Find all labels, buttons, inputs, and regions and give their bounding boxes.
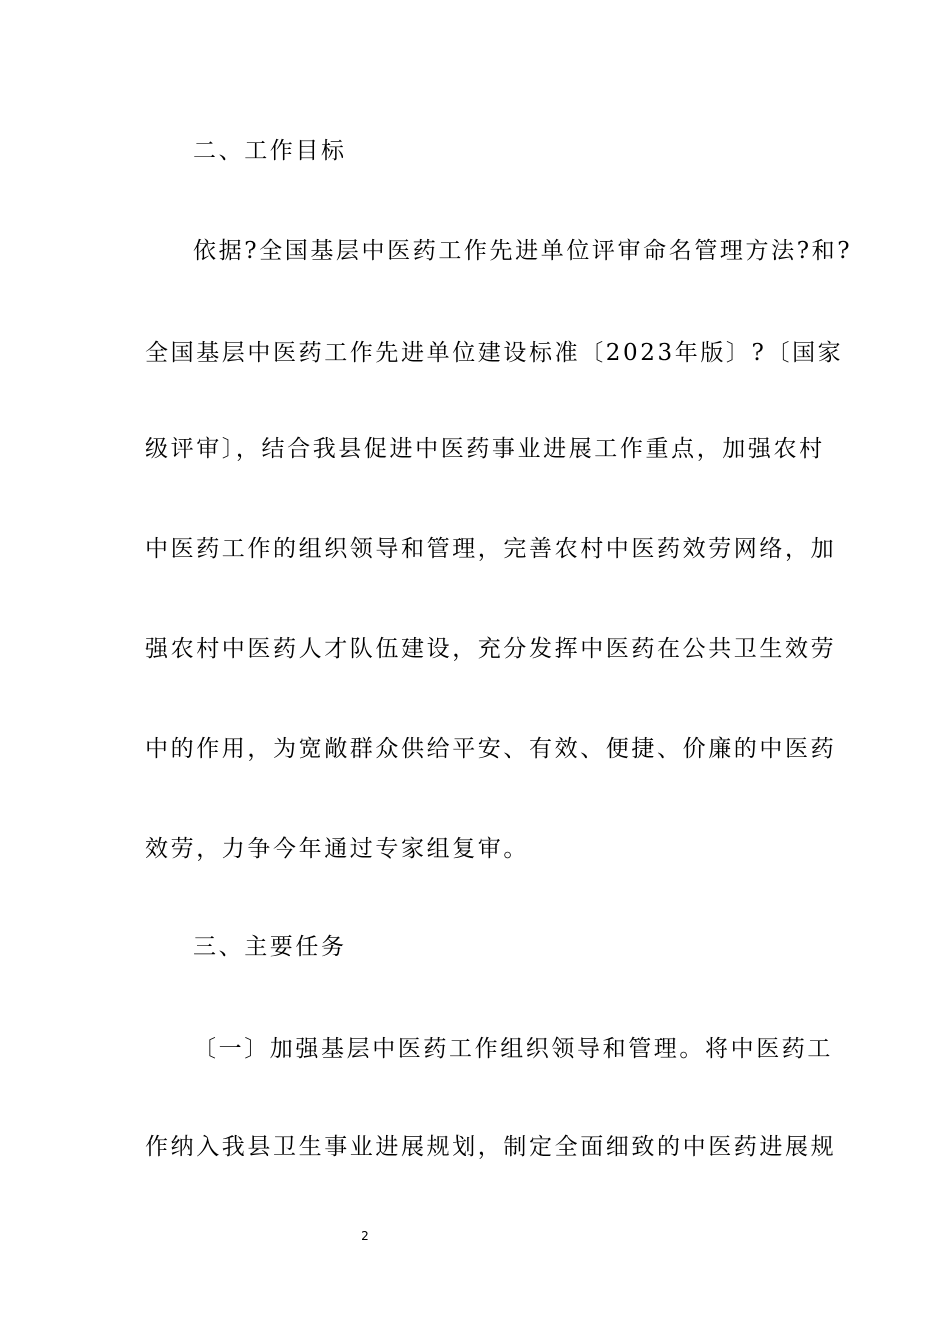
paragraph-line: 〔一〕加强基层中医药工作组织领导和管理。将中医药工 xyxy=(193,1036,833,1062)
paragraph-line: 中的作用，为宽敞群众供给平安、有效、便捷、价廉的中医药 xyxy=(145,736,837,762)
section-heading-work-goals: 二、工作目标 xyxy=(193,138,347,164)
paragraph-line: 级评审〕，结合我县促进中医药事业进展工作重点，加强农村 xyxy=(145,436,825,462)
paragraph-line: 全国基层中医药工作先进单位建设标准〔2023年版〕?〔国家 xyxy=(145,340,844,366)
page-number: 2 xyxy=(361,1229,369,1243)
paragraph-line: 效劳，力争今年通过专家组复审。 xyxy=(145,836,529,862)
paragraph-line: 强农村中医药人才队伍建设，充分发挥中医药在公共卫生效劳 xyxy=(145,636,837,662)
paragraph-line: 依据?全国基层中医药工作先进单位评审命名管理方法?和? xyxy=(193,238,853,264)
paragraph-line: 中医药工作的组织领导和管理，完善农村中医药效劳网络，加 xyxy=(145,536,837,562)
paragraph-line: 作纳入我县卫生事业进展规划，制定全面细致的中医药进展规 xyxy=(145,1134,837,1160)
section-heading-main-tasks: 三、主要任务 xyxy=(193,934,347,960)
